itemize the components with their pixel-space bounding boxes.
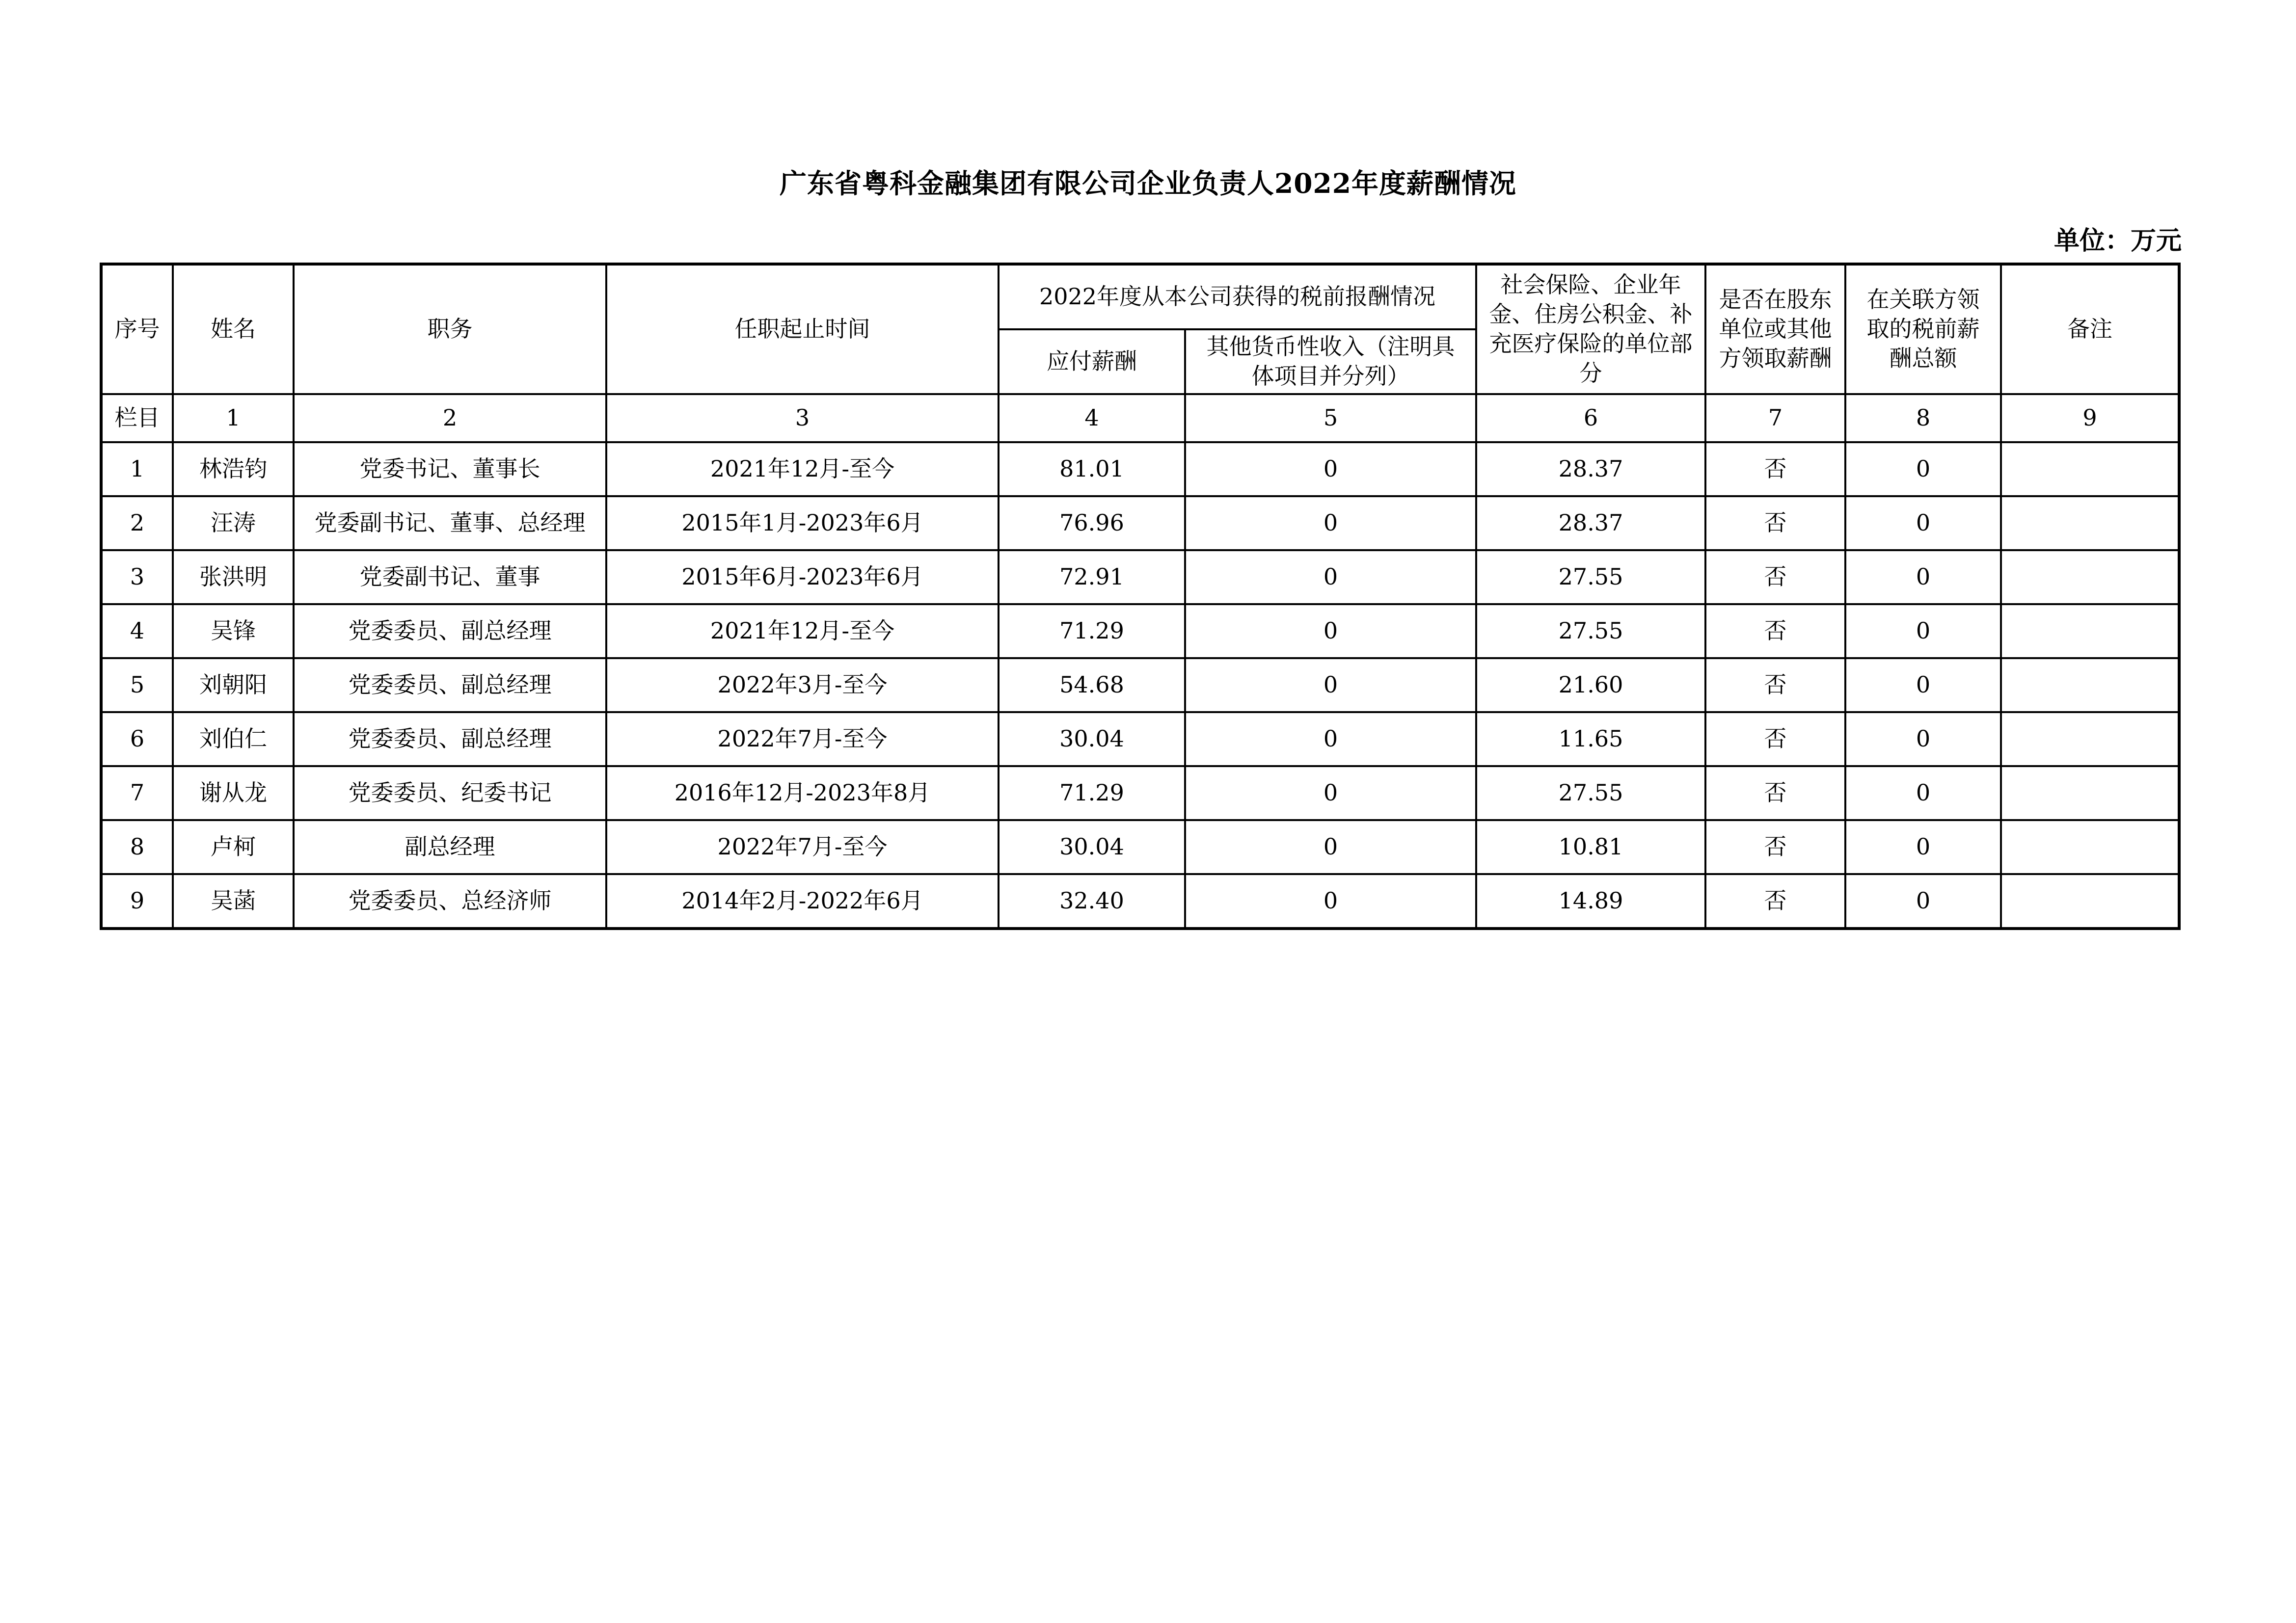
cell-social-insurance: 28.37 <box>1476 496 1705 550</box>
cell-related-party: 0 <box>1845 874 2001 929</box>
cell-related-party: 0 <box>1845 712 2001 766</box>
cell-name: 汪涛 <box>173 496 294 550</box>
cell-name: 卢柯 <box>173 820 294 874</box>
cell-shareholder-paid: 否 <box>1705 442 1845 496</box>
cell-seq: 7 <box>101 766 173 820</box>
column-index-cell: 9 <box>2001 394 2179 442</box>
cell-salary: 30.04 <box>999 712 1185 766</box>
table-body <box>101 442 2179 929</box>
header-social-insurance: 社会保险、企业年金、住房公积金、补充医疗保险的单位部分 <box>1476 264 1705 394</box>
header-seq: 序号 <box>101 264 173 394</box>
table-row <box>101 712 2179 766</box>
header-salary: 应付薪酬 <box>999 329 1185 394</box>
document-title: 广东省粤科金融集团有限公司企业负责人2022年度薪酬情况 <box>779 167 1517 199</box>
table-row <box>101 820 2179 874</box>
unit-label: 单位：万元 <box>2053 226 2182 256</box>
cell-position: 党委副书记、董事 <box>294 550 606 604</box>
header-group-title: 2022年度从本公司获得的税前报酬情况 <box>999 264 1476 329</box>
cell-other-income: 0 <box>1185 550 1476 604</box>
header-related-party: 在关联方领取的税前薪酬总额 <box>1845 264 2001 394</box>
column-index-cell: 5 <box>1185 394 1476 442</box>
column-index-cell: 1 <box>173 394 294 442</box>
cell-seq: 8 <box>101 820 173 874</box>
cell-related-party: 0 <box>1845 496 2001 550</box>
cell-shareholder-paid: 否 <box>1705 550 1845 604</box>
cell-related-party: 0 <box>1845 442 2001 496</box>
cell-tenure: 2014年2月-2022年6月 <box>606 874 999 929</box>
cell-shareholder-paid: 否 <box>1705 658 1845 712</box>
table-row <box>101 658 2179 712</box>
cell-other-income: 0 <box>1185 712 1476 766</box>
cell-remark <box>2001 442 2179 496</box>
column-index-cell: 4 <box>999 394 1185 442</box>
cell-remark <box>2001 766 2179 820</box>
cell-salary: 32.40 <box>999 874 1185 929</box>
cell-seq: 2 <box>101 496 173 550</box>
cell-seq: 1 <box>101 442 173 496</box>
cell-name: 谢从龙 <box>173 766 294 820</box>
cell-tenure: 2022年3月-至今 <box>606 658 999 712</box>
table-row <box>101 442 2179 496</box>
column-index-cell: 6 <box>1476 394 1705 442</box>
cell-related-party: 0 <box>1845 820 2001 874</box>
cell-name: 刘朝阳 <box>173 658 294 712</box>
cell-tenure: 2015年6月-2023年6月 <box>606 550 999 604</box>
cell-position: 党委委员、副总经理 <box>294 712 606 766</box>
table-row <box>101 496 2179 550</box>
table-row <box>101 874 2179 929</box>
cell-remark <box>2001 820 2179 874</box>
cell-social-insurance: 28.37 <box>1476 442 1705 496</box>
table-row <box>101 604 2179 658</box>
cell-related-party: 0 <box>1845 658 2001 712</box>
cell-other-income: 0 <box>1185 658 1476 712</box>
cell-shareholder-paid: 否 <box>1705 874 1845 929</box>
cell-other-income: 0 <box>1185 766 1476 820</box>
cell-shareholder-paid: 否 <box>1705 766 1845 820</box>
cell-other-income: 0 <box>1185 820 1476 874</box>
cell-salary: 71.29 <box>999 766 1185 820</box>
cell-social-insurance: 27.55 <box>1476 550 1705 604</box>
cell-salary: 30.04 <box>999 820 1185 874</box>
column-index-cell: 7 <box>1705 394 1845 442</box>
table-row <box>101 766 2179 820</box>
cell-other-income: 0 <box>1185 442 1476 496</box>
cell-seq: 3 <box>101 550 173 604</box>
salary-table <box>100 263 2181 930</box>
header-other-income: 其他货币性收入（注明具体项目并分列） <box>1185 329 1476 394</box>
cell-position: 党委委员、总经济师 <box>294 874 606 929</box>
cell-tenure: 2015年1月-2023年6月 <box>606 496 999 550</box>
cell-tenure: 2022年7月-至今 <box>606 712 999 766</box>
column-index-cell: 3 <box>606 394 999 442</box>
header-shareholder-paid: 是否在股东单位或其他方领取薪酬 <box>1705 264 1845 394</box>
cell-social-insurance: 14.89 <box>1476 874 1705 929</box>
column-index-cell: 2 <box>294 394 606 442</box>
cell-other-income: 0 <box>1185 496 1476 550</box>
cell-related-party: 0 <box>1845 766 2001 820</box>
cell-tenure: 2022年7月-至今 <box>606 820 999 874</box>
cell-seq: 4 <box>101 604 173 658</box>
cell-name: 吴锋 <box>173 604 294 658</box>
header-remark: 备注 <box>2001 264 2179 394</box>
cell-name: 刘伯仁 <box>173 712 294 766</box>
cell-name: 张洪明 <box>173 550 294 604</box>
table-row <box>101 550 2179 604</box>
cell-related-party: 0 <box>1845 550 2001 604</box>
cell-position: 党委委员、纪委书记 <box>294 766 606 820</box>
cell-salary: 54.68 <box>999 658 1185 712</box>
cell-remark <box>2001 496 2179 550</box>
cell-remark <box>2001 712 2179 766</box>
column-index-cell: 8 <box>1845 394 2001 442</box>
column-index-row <box>101 394 2179 442</box>
cell-social-insurance: 27.55 <box>1476 766 1705 820</box>
cell-related-party: 0 <box>1845 604 2001 658</box>
cell-remark <box>2001 550 2179 604</box>
cell-position: 党委委员、副总经理 <box>294 604 606 658</box>
cell-social-insurance: 10.81 <box>1476 820 1705 874</box>
cell-position: 副总经理 <box>294 820 606 874</box>
cell-shareholder-paid: 否 <box>1705 496 1845 550</box>
cell-position: 党委委员、副总经理 <box>294 658 606 712</box>
header-name: 姓名 <box>173 264 294 394</box>
cell-social-insurance: 11.65 <box>1476 712 1705 766</box>
cell-social-insurance: 21.60 <box>1476 658 1705 712</box>
cell-salary: 71.29 <box>999 604 1185 658</box>
cell-salary: 72.91 <box>999 550 1185 604</box>
cell-seq: 6 <box>101 712 173 766</box>
cell-tenure: 2021年12月-至今 <box>606 442 999 496</box>
cell-other-income: 0 <box>1185 604 1476 658</box>
cell-name: 吴菡 <box>173 874 294 929</box>
cell-remark <box>2001 604 2179 658</box>
header-tenure: 任职起止时间 <box>606 264 999 394</box>
cell-name: 林浩钧 <box>173 442 294 496</box>
cell-seq: 5 <box>101 658 173 712</box>
cell-salary: 81.01 <box>999 442 1185 496</box>
cell-remark <box>2001 874 2179 929</box>
cell-remark <box>2001 658 2179 712</box>
cell-position: 党委副书记、董事、总经理 <box>294 496 606 550</box>
cell-other-income: 0 <box>1185 874 1476 929</box>
cell-tenure: 2021年12月-至今 <box>606 604 999 658</box>
cell-social-insurance: 27.55 <box>1476 604 1705 658</box>
table-header <box>101 264 2179 442</box>
cell-tenure: 2016年12月-2023年8月 <box>606 766 999 820</box>
cell-shareholder-paid: 否 <box>1705 712 1845 766</box>
header-position: 职务 <box>294 264 606 394</box>
cell-seq: 9 <box>101 874 173 929</box>
cell-shareholder-paid: 否 <box>1705 604 1845 658</box>
cell-shareholder-paid: 否 <box>1705 820 1845 874</box>
cell-salary: 76.96 <box>999 496 1185 550</box>
cell-position: 党委书记、董事长 <box>294 442 606 496</box>
column-index-label: 栏目 <box>101 394 173 442</box>
